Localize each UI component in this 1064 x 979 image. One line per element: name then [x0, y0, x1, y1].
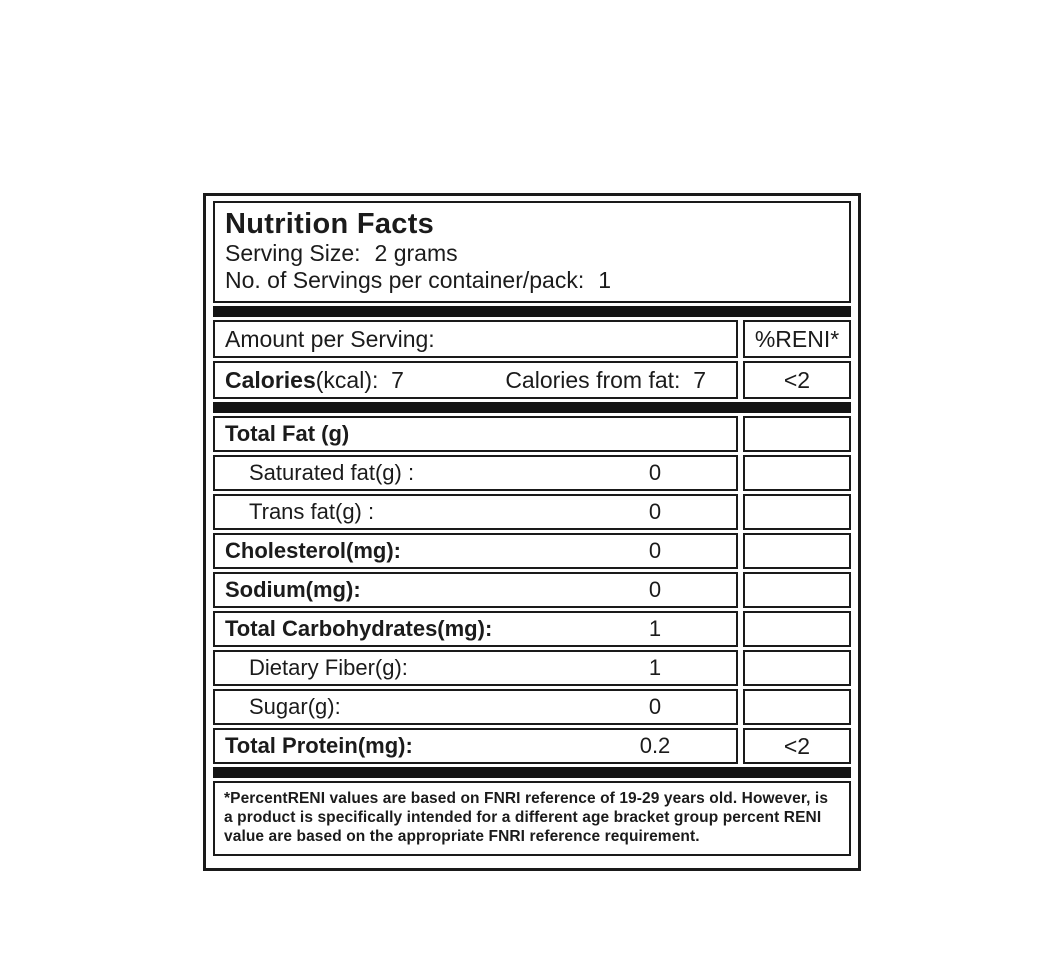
- nutrient-reni-cell: [743, 455, 851, 491]
- nutrient-reni-value: <2: [783, 732, 811, 759]
- nutrient-reni-cell: [743, 650, 851, 686]
- nutrient-cell-sugar: [213, 689, 738, 725]
- servings-per-container-line: [225, 267, 839, 294]
- nutrient-value: 1: [648, 655, 662, 680]
- amount-per-serving-row: [213, 320, 851, 358]
- calories-reni-value: <2: [783, 366, 811, 393]
- nutrition-facts-label: [203, 193, 861, 871]
- nutrient-label: Trans fat(g) :: [249, 499, 375, 524]
- reni-footnote: *PercentRENI values are based on FNRI reference of 19-29 years old. However, is a product is specifically intended for a different age bracket group percent RENI value are based on the appropriate FNRI reference requirement.: [224, 790, 829, 845]
- divider-bar-middle: [213, 402, 851, 413]
- nutrient-label: Total Protein(mg):: [225, 733, 413, 758]
- nutrient-cell-trans-fat: [213, 494, 738, 530]
- nutrient-reni-cell: [743, 572, 851, 608]
- calories-row: [213, 361, 851, 399]
- nutrient-cell-total-protein: [213, 728, 738, 764]
- nutrient-label: Total Fat (g): [225, 421, 350, 446]
- label-title: Nutrition Facts: [225, 208, 435, 240]
- nutrient-reni-cell: [743, 611, 851, 647]
- table-row: [213, 494, 851, 530]
- amount-per-serving-cell: [213, 320, 738, 358]
- calories-from-fat-group: [505, 367, 706, 394]
- nutrient-reni-cell: [743, 533, 851, 569]
- nutrient-reni-cell: [743, 416, 851, 452]
- nutrient-cell-sodium: [213, 572, 738, 608]
- nutrient-reni-cell: [743, 689, 851, 725]
- table-row: [213, 611, 851, 647]
- nutrient-reni-cell: [743, 728, 851, 764]
- serving-size-line: [225, 240, 839, 267]
- table-row: [213, 728, 851, 764]
- nutrient-label: Dietary Fiber(g):: [249, 655, 408, 680]
- servings-per-container-label: No. of Servings per container/pack:: [225, 267, 585, 293]
- nutrient-cell-saturated-fat: [213, 455, 738, 491]
- nutrients-section: [213, 416, 851, 764]
- nutrient-value: 1: [648, 616, 662, 641]
- label-header: [213, 201, 851, 303]
- amount-calories-section: [213, 320, 851, 399]
- nutrient-cell-cholesterol: [213, 533, 738, 569]
- calories-from-fat-label: Calories from fat:: [505, 366, 681, 393]
- reni-header-cell: [743, 320, 851, 358]
- calories-reni-cell: [743, 361, 851, 399]
- divider-bar-top: [213, 306, 851, 317]
- nutrient-reni-cell: [743, 494, 851, 530]
- table-row: [213, 416, 851, 452]
- nutrient-value: 0: [648, 460, 662, 485]
- table-row: [213, 533, 851, 569]
- nutrient-label: Total Carbohydrates(mg):: [225, 616, 493, 641]
- table-row: [213, 572, 851, 608]
- amount-per-serving-label: Amount per Serving:: [225, 325, 435, 352]
- calories-value: 7: [391, 366, 404, 393]
- calories-label: Calories: [225, 366, 316, 393]
- nutrient-cell-dietary-fiber: [213, 650, 738, 686]
- serving-size-value: 2 grams: [374, 240, 458, 266]
- nutrient-label: Cholesterol(mg):: [225, 538, 401, 563]
- nutrient-value: 0: [648, 577, 662, 602]
- nutrient-value: 0.2: [639, 733, 671, 758]
- nutrient-cell-total-fat: [213, 416, 738, 452]
- divider-bar-bottom: [213, 767, 851, 778]
- nutrient-value: 0: [648, 694, 662, 719]
- calories-cell: [213, 361, 738, 399]
- nutrient-value: 0: [648, 538, 662, 563]
- nutrient-label: Sugar(g):: [249, 694, 341, 719]
- calories-from-fat-value: 7: [693, 366, 706, 393]
- footnote-box: [213, 781, 851, 856]
- reni-header-label: %RENI*: [754, 325, 840, 352]
- table-row: [213, 650, 851, 686]
- nutrient-label: Sodium(mg):: [225, 577, 361, 602]
- calories-unit: (kcal):: [315, 366, 379, 393]
- nutrient-value: 0: [648, 499, 662, 524]
- serving-size-label: Serving Size:: [225, 240, 361, 266]
- nutrient-cell-total-carbohydrates: [213, 611, 738, 647]
- table-row: [213, 689, 851, 725]
- table-row: [213, 455, 851, 491]
- servings-per-container-value: 1: [598, 267, 612, 293]
- nutrient-label: Saturated fat(g) :: [249, 460, 415, 485]
